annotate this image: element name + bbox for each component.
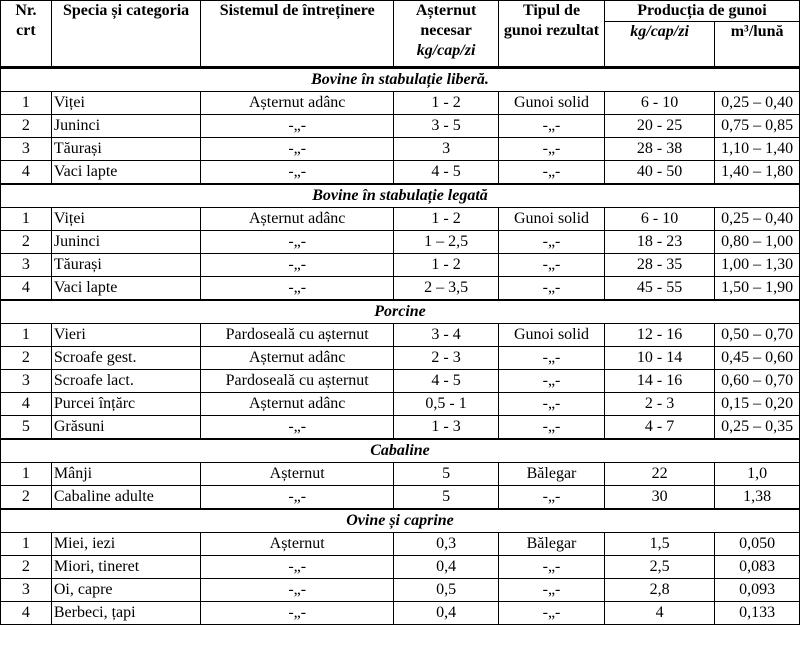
cell-kg: 18 - 23	[604, 231, 714, 254]
cell-specia: Scroafe gest.	[51, 347, 200, 370]
header-tipul: Tipul de gunoi rezultat	[499, 1, 605, 68]
section-row	[1, 68, 800, 92]
cell-kg: 45 - 55	[604, 277, 714, 301]
table-row	[1, 324, 800, 347]
section-row	[1, 439, 800, 463]
cell-specia: Mânji	[51, 463, 200, 486]
cell-specia: Juninci	[51, 231, 200, 254]
cell-tip: Gunoi solid	[499, 92, 605, 115]
cell-kg: 2,5	[604, 556, 714, 579]
cell-tip: -„-	[499, 115, 605, 138]
cell-m3: 0,050	[715, 533, 800, 556]
table-row	[1, 416, 800, 440]
cell-nr: 1	[1, 92, 52, 115]
cell-nr: 2	[1, 231, 52, 254]
header-kg-unit: kg/cap/zi	[604, 22, 714, 68]
cell-specia: Cabaline adulte	[51, 486, 200, 510]
cell-specia: Scroafe lact.	[51, 370, 200, 393]
cell-kg: 4 - 7	[604, 416, 714, 440]
cell-nr: 3	[1, 579, 52, 602]
cell-sistem: Așternut adânc	[201, 393, 394, 416]
cell-nr: 3	[1, 254, 52, 277]
cell-tip: -„-	[499, 254, 605, 277]
cell-kg: 20 - 25	[604, 115, 714, 138]
table-body	[1, 68, 800, 625]
table-row	[1, 533, 800, 556]
section-title: Bovine în stabulație legată	[1, 184, 800, 208]
cell-m3: 0,50 – 0,70	[715, 324, 800, 347]
cell-specia: Berbeci, țapi	[51, 602, 200, 625]
cell-kg: 12 - 16	[604, 324, 714, 347]
cell-asternut: 1 - 2	[394, 254, 499, 277]
cell-m3: 1,38	[715, 486, 800, 510]
cell-asternut: 0,5	[394, 579, 499, 602]
cell-kg: 28 - 38	[604, 138, 714, 161]
header-sistem: Sistemul de întreținere	[201, 1, 394, 68]
cell-tip: -„-	[499, 347, 605, 370]
header-m3-unit: m³/lună	[715, 22, 800, 68]
cell-nr: 3	[1, 370, 52, 393]
table-row	[1, 579, 800, 602]
cell-asternut: 2 – 3,5	[394, 277, 499, 301]
cell-asternut: 1 – 2,5	[394, 231, 499, 254]
section-row	[1, 509, 800, 533]
table-row	[1, 92, 800, 115]
cell-asternut: 0,5 - 1	[394, 393, 499, 416]
table-row	[1, 208, 800, 231]
cell-asternut: 0,3	[394, 533, 499, 556]
cell-specia: Grăsuni	[51, 416, 200, 440]
cell-m3: 1,50 – 1,90	[715, 277, 800, 301]
cell-asternut: 0,4	[394, 556, 499, 579]
cell-sistem: Așternut	[201, 463, 394, 486]
cell-specia: Oi, capre	[51, 579, 200, 602]
cell-tip: -„-	[499, 602, 605, 625]
cell-nr: 2	[1, 115, 52, 138]
section-row	[1, 300, 800, 324]
cell-tip: Bălegar	[499, 463, 605, 486]
cell-asternut: 5	[394, 486, 499, 510]
cell-tip: Bălegar	[499, 533, 605, 556]
cell-specia: Viței	[51, 92, 200, 115]
table-row	[1, 231, 800, 254]
cell-m3: 0,80 – 1,00	[715, 231, 800, 254]
cell-sistem: -„-	[201, 602, 394, 625]
cell-kg: 6 - 10	[604, 208, 714, 231]
cell-nr: 1	[1, 208, 52, 231]
cell-m3: 0,60 – 0,70	[715, 370, 800, 393]
header-asternut-label: Așternut necesar	[415, 2, 477, 39]
cell-m3: 1,00 – 1,30	[715, 254, 800, 277]
cell-specia: Juninci	[51, 115, 200, 138]
table-row	[1, 463, 800, 486]
cell-kg: 40 - 50	[604, 161, 714, 185]
cell-asternut: 4 - 5	[394, 370, 499, 393]
cell-sistem: -„-	[201, 579, 394, 602]
cell-nr: 1	[1, 324, 52, 347]
cell-asternut: 2 - 3	[394, 347, 499, 370]
cell-kg: 14 - 16	[604, 370, 714, 393]
cell-m3: 0,25 – 0,40	[715, 208, 800, 231]
cell-kg: 22	[604, 463, 714, 486]
table-row	[1, 602, 800, 625]
cell-specia: Purcei înțărc	[51, 393, 200, 416]
cell-sistem: Așternut adânc	[201, 347, 394, 370]
section-title: Cabaline	[1, 439, 800, 463]
cell-kg: 4	[604, 602, 714, 625]
cell-tip: Gunoi solid	[499, 208, 605, 231]
cell-asternut: 3	[394, 138, 499, 161]
table-row	[1, 161, 800, 185]
cell-m3: 0,083	[715, 556, 800, 579]
table-row	[1, 347, 800, 370]
cell-sistem: Așternut	[201, 533, 394, 556]
cell-specia: Tăurași	[51, 254, 200, 277]
cell-specia: Vaci lapte	[51, 277, 200, 301]
cell-nr: 2	[1, 486, 52, 510]
cell-sistem: -„-	[201, 486, 394, 510]
cell-m3: 0,25 – 0,35	[715, 416, 800, 440]
cell-sistem: Așternut adânc	[201, 92, 394, 115]
cell-nr: 3	[1, 138, 52, 161]
cell-tip: -„-	[499, 138, 605, 161]
cell-tip: -„-	[499, 370, 605, 393]
section-row	[1, 184, 800, 208]
cell-sistem: -„-	[201, 416, 394, 440]
cell-specia: Miei, iezi	[51, 533, 200, 556]
cell-sistem: Pardoseală cu așternut	[201, 324, 394, 347]
cell-tip: -„-	[499, 579, 605, 602]
cell-tip: -„-	[499, 277, 605, 301]
header-asternut-unit: kg/cap/zi	[416, 42, 476, 59]
cell-asternut: 0,4	[394, 602, 499, 625]
cell-m3: 0,45 – 0,60	[715, 347, 800, 370]
cell-specia: Tăurași	[51, 138, 200, 161]
table-row	[1, 138, 800, 161]
cell-nr: 1	[1, 463, 52, 486]
cell-specia: Miori, tineret	[51, 556, 200, 579]
cell-specia: Viței	[51, 208, 200, 231]
cell-nr: 4	[1, 161, 52, 185]
header-asternut	[394, 1, 499, 68]
cell-sistem: -„-	[201, 556, 394, 579]
cell-asternut: 4 - 5	[394, 161, 499, 185]
cell-tip: Gunoi solid	[499, 324, 605, 347]
table-row	[1, 277, 800, 301]
cell-nr: 5	[1, 416, 52, 440]
cell-tip: -„-	[499, 486, 605, 510]
cell-asternut: 3 - 5	[394, 115, 499, 138]
cell-kg: 2 - 3	[604, 393, 714, 416]
cell-sistem: Așternut adânc	[201, 208, 394, 231]
cell-sistem: -„-	[201, 254, 394, 277]
table-row	[1, 254, 800, 277]
cell-asternut: 3 - 4	[394, 324, 499, 347]
cell-kg: 2,8	[604, 579, 714, 602]
table-row	[1, 393, 800, 416]
section-title: Porcine	[1, 300, 800, 324]
cell-nr: 4	[1, 393, 52, 416]
cell-kg: 1,5	[604, 533, 714, 556]
cell-kg: 10 - 14	[604, 347, 714, 370]
cell-sistem: -„-	[201, 231, 394, 254]
cell-sistem: Pardoseală cu așternut	[201, 370, 394, 393]
cell-tip: -„-	[499, 161, 605, 185]
table-row	[1, 115, 800, 138]
cell-m3: 0,75 – 0,85	[715, 115, 800, 138]
cell-asternut: 5	[394, 463, 499, 486]
cell-tip: -„-	[499, 416, 605, 440]
cell-nr: 1	[1, 533, 52, 556]
table-row	[1, 556, 800, 579]
cell-asternut: 1 - 2	[394, 92, 499, 115]
header-specia: Specia și categoria	[51, 1, 200, 68]
cell-kg: 28 - 35	[604, 254, 714, 277]
cell-nr: 4	[1, 277, 52, 301]
cell-nr: 2	[1, 347, 52, 370]
cell-asternut: 1 - 3	[394, 416, 499, 440]
cell-nr: 4	[1, 602, 52, 625]
cell-sistem: -„-	[201, 115, 394, 138]
section-title: Ovine și caprine	[1, 509, 800, 533]
cell-specia: Vaci lapte	[51, 161, 200, 185]
table-row	[1, 370, 800, 393]
cell-kg: 30	[604, 486, 714, 510]
cell-m3: 0,25 – 0,40	[715, 92, 800, 115]
table-row	[1, 486, 800, 510]
cell-nr: 2	[1, 556, 52, 579]
cell-specia: Vieri	[51, 324, 200, 347]
cell-sistem: -„-	[201, 138, 394, 161]
cell-tip: -„-	[499, 393, 605, 416]
cell-m3: 0,15 – 0,20	[715, 393, 800, 416]
cell-m3: 1,10 – 1,40	[715, 138, 800, 161]
cell-sistem: -„-	[201, 161, 394, 185]
cell-sistem: -„-	[201, 277, 394, 301]
cell-m3: 0,133	[715, 602, 800, 625]
section-title: Bovine în stabulație liberă.	[1, 68, 800, 92]
header-productia: Producția de gunoi	[604, 1, 799, 22]
header-nr: Nr. crt	[1, 1, 52, 68]
cell-kg: 6 - 10	[604, 92, 714, 115]
cell-tip: -„-	[499, 231, 605, 254]
cell-m3: 1,40 – 1,80	[715, 161, 800, 185]
cell-asternut: 1 - 2	[394, 208, 499, 231]
cell-m3: 1,0	[715, 463, 800, 486]
cell-m3: 0,093	[715, 579, 800, 602]
cell-tip: -„-	[499, 556, 605, 579]
